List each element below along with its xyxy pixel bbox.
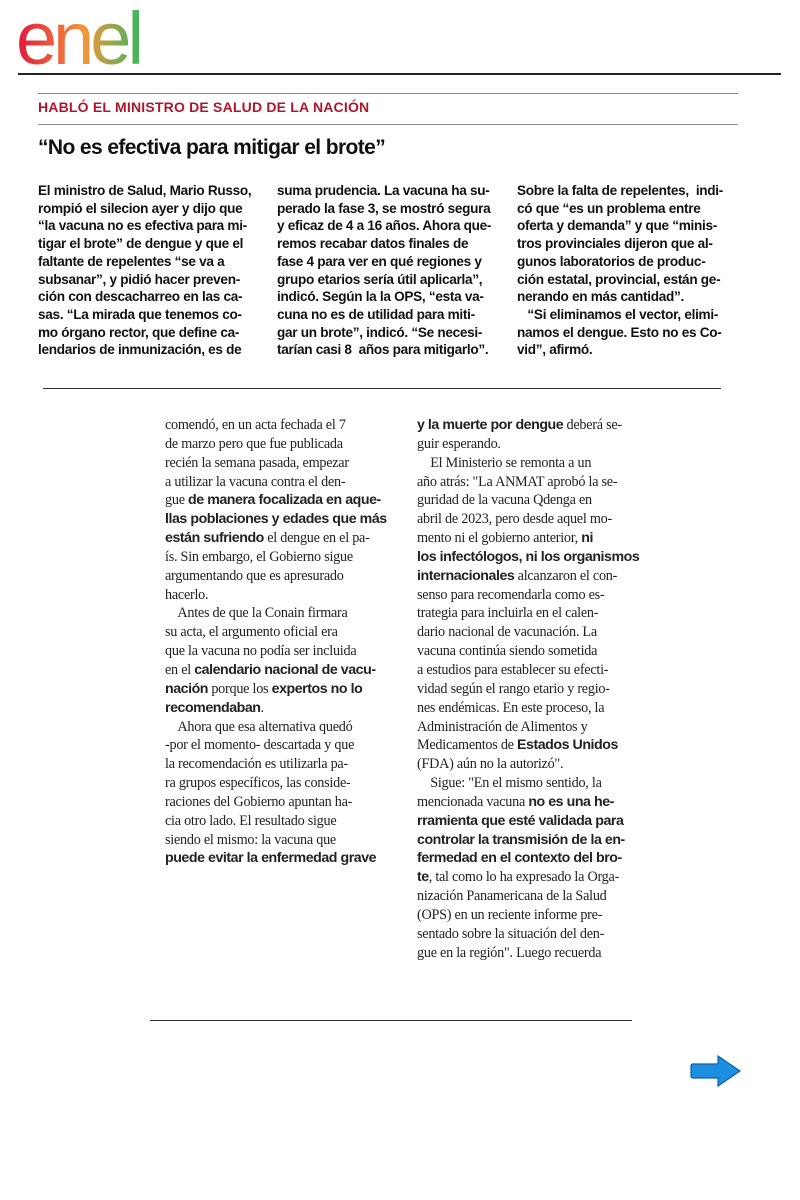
article-line xyxy=(417,416,639,435)
emphasis-text: rramienta que esté validada para xyxy=(417,812,624,829)
article-line xyxy=(165,774,387,793)
article-line xyxy=(417,699,639,718)
emphasis-text: calendario nacional de vacu- xyxy=(194,661,376,678)
article-line xyxy=(417,868,639,887)
body-text: porque los xyxy=(208,680,272,697)
article-line xyxy=(165,435,387,454)
article-line xyxy=(165,473,387,492)
body-text: gue xyxy=(165,492,189,509)
body-text: guridad de la vacuna Qdenga en xyxy=(417,492,592,509)
article-end-divider xyxy=(150,1020,632,1021)
body-text: -por el momento- descartada y que xyxy=(165,737,355,754)
summary-column-3 xyxy=(517,182,723,359)
article-line xyxy=(165,699,387,718)
article-line xyxy=(165,604,387,623)
article-line xyxy=(417,548,639,567)
article-line xyxy=(165,661,387,680)
article-line xyxy=(165,793,387,812)
emphasis-text: llas poblaciones y edades que más xyxy=(165,511,387,528)
article-line xyxy=(417,736,639,755)
body-text: El Ministerio se remonta a un xyxy=(417,454,592,471)
body-text: . xyxy=(260,699,264,716)
article-line xyxy=(165,849,387,868)
emphasis-text: te xyxy=(417,869,429,886)
summary-line: sas. “La mirada que tenemos co- xyxy=(38,306,242,322)
body-text: alcanzaron el con- xyxy=(514,567,618,584)
article-line xyxy=(417,812,639,831)
article-line xyxy=(165,642,387,661)
article-line xyxy=(417,529,639,548)
article-line xyxy=(417,680,639,699)
summary-line: vid”, afirmó. xyxy=(517,342,593,358)
body-text: Sigue: "En el mismo sentido, la xyxy=(417,775,602,792)
summary-line: indicó. Según la la OPS, “esta va- xyxy=(277,289,484,305)
summary-line: El ministro de Salud, Mario Russo, xyxy=(38,183,252,198)
emphasis-text: internacionales xyxy=(417,567,515,584)
article-line xyxy=(165,529,387,548)
emphasis-text: puede evitar la enfermedad grave xyxy=(165,850,377,867)
article-line xyxy=(417,567,639,586)
article-line xyxy=(417,906,639,925)
summary-line: cuna no es de utilidad para miti- xyxy=(277,306,475,322)
article-line xyxy=(417,718,639,737)
body-text: el dengue en el pa- xyxy=(263,530,370,547)
article-column-left xyxy=(165,416,387,868)
article-line xyxy=(165,718,387,737)
article-line xyxy=(165,736,387,755)
kicker-rule-top xyxy=(38,93,738,94)
body-text: deberá se- xyxy=(563,417,622,433)
body-text: la recomendación es utilizarla pa- xyxy=(165,756,348,773)
summary-column-1 xyxy=(38,182,251,359)
article-line xyxy=(165,510,387,529)
article-line xyxy=(417,510,639,529)
article-line xyxy=(417,642,639,661)
body-text: gue en la región". Luego recuerda xyxy=(417,944,602,961)
body-text: (FDA) aún no la autorizó". xyxy=(417,756,564,773)
body-text: abril de 2023, pero desde aquel mo- xyxy=(417,511,612,528)
emphasis-text: y la muerte por dengue xyxy=(417,417,564,433)
body-text: , tal como lo ha expresado la Orga- xyxy=(428,869,620,886)
summary-line: ción con descacharreo en las ca- xyxy=(38,289,243,305)
body-text: guir esperando. xyxy=(417,435,501,452)
summary-line: faltante de repelentes “se va a xyxy=(38,253,225,269)
article-line xyxy=(417,849,639,868)
enel-logo xyxy=(14,6,184,72)
article-line xyxy=(417,473,639,492)
article-line xyxy=(165,831,387,850)
body-text: vidad según el rango etario y regio- xyxy=(417,680,610,697)
body-text: ís. Sin embargo, el Gobierno sigue xyxy=(165,548,353,565)
summary-line: tros provinciales dijeron que al- xyxy=(517,236,713,252)
article-line xyxy=(165,623,387,642)
article-line xyxy=(417,755,639,774)
article-headline: “No es efectiva para mitigar el brote” xyxy=(38,136,386,159)
summary-line: oferta y demanda” y que “minis- xyxy=(517,218,717,234)
emphasis-text: están sufriendo xyxy=(165,530,264,547)
summary-line: mo órgano rector, que define ca- xyxy=(38,324,240,340)
article-line xyxy=(165,586,387,605)
summary-line: có que “es un problema entre xyxy=(517,200,701,216)
emphasis-text: fermedad en el contexto del bro- xyxy=(417,850,622,867)
article-line xyxy=(417,793,639,812)
summary-line: namos el dengue. Esto no es Co- xyxy=(517,324,722,340)
body-text: que la vacuna no podía ser incluida xyxy=(165,643,357,660)
body-text: sentado sobre la situación del den- xyxy=(417,925,605,942)
emphasis-text: nación xyxy=(165,680,209,697)
summary-line: subsanar”, y pidió hacer preven- xyxy=(38,271,240,287)
summary-line: suma prudencia. La vacuna ha su- xyxy=(277,183,490,198)
summary-line: rompió el silecion ayer y dijo que xyxy=(38,200,243,216)
emphasis-text: no es una he- xyxy=(528,793,614,810)
summary-line: grupo etarios sería útil aplicarla”, xyxy=(277,271,483,287)
body-text: ra grupos específicos, las conside- xyxy=(165,775,351,792)
body-text: mento ni el gobierno anterior, xyxy=(417,530,582,547)
body-text: su acta, el argumento oficial era xyxy=(165,624,338,641)
body-text: senso para recomendarla como es- xyxy=(417,586,605,603)
body-text: Ahora que esa alternativa quedó xyxy=(165,718,353,735)
article-line xyxy=(165,454,387,473)
emphasis-text: los infectólogos, ni los organismos xyxy=(417,548,640,565)
article-line xyxy=(165,548,387,567)
summary-divider xyxy=(43,388,721,389)
article-line xyxy=(417,435,639,454)
article-line xyxy=(417,454,639,473)
body-text: Antes de que la Conain firmara xyxy=(165,605,348,622)
emphasis-text: Estados Unidos xyxy=(517,737,618,754)
body-text: Medicamentos de xyxy=(417,737,518,754)
body-text: año atrás: "La ANMAT aprobó la se- xyxy=(417,473,618,490)
emphasis-text: ni xyxy=(581,530,593,547)
body-text: (OPS) en un reciente informe pre- xyxy=(417,906,603,923)
summary-line: gunos laboratorios de produc- xyxy=(517,253,706,269)
article-line xyxy=(417,944,639,963)
summary-line: nerando en más cantidad”. xyxy=(517,289,684,305)
emphasis-text: recomendaban xyxy=(165,699,261,716)
article-line xyxy=(417,661,639,680)
logo-wordmark: enel xyxy=(16,6,140,72)
body-text: nización Panamericana de la Salud xyxy=(417,888,607,905)
body-text: siendo el mismo: la vacuna que xyxy=(165,831,336,848)
kicker-rule-bottom xyxy=(38,124,738,125)
article-line xyxy=(417,925,639,944)
article-line xyxy=(417,774,639,793)
body-text: a utilizar la vacuna contra el den- xyxy=(165,473,346,490)
body-text: mencionada vacuna xyxy=(417,793,529,810)
emphasis-text: expertos no lo xyxy=(271,680,363,697)
body-text: recién la semana pasada, empezar xyxy=(165,454,349,471)
article-line xyxy=(417,586,639,605)
body-text: raciones del Gobierno apuntan ha- xyxy=(165,793,353,810)
article-line xyxy=(417,887,639,906)
summary-line: “Si eliminamos el vector, elimi- xyxy=(517,306,719,322)
body-text: en el xyxy=(165,661,195,678)
section-kicker: HABLÓ EL MINISTRO DE SALUD DE LA NACIÓN xyxy=(38,99,370,115)
summary-line: ción estatal, provincial, están ge- xyxy=(517,271,721,287)
summary-column-2 xyxy=(277,182,491,359)
body-text: de marzo pero que fue publicada xyxy=(165,435,343,452)
article-line xyxy=(165,812,387,831)
article-line xyxy=(165,680,387,699)
summary-line: remos recabar datos finales de xyxy=(277,236,469,252)
summary-line: lendarios de inmunización, es de xyxy=(38,342,242,358)
article-line xyxy=(417,491,639,510)
next-page-button[interactable] xyxy=(690,1053,742,1089)
article-column-right xyxy=(417,416,639,962)
article-line xyxy=(165,416,387,435)
summary-line: perado la fase 3, se mostró segura xyxy=(277,200,491,216)
article-line xyxy=(165,567,387,586)
article-line xyxy=(165,755,387,774)
summary-line: y eficaz de 4 a 16 años. Ahora que- xyxy=(277,218,492,234)
arrow-right-icon xyxy=(691,1056,740,1086)
body-text: a estudios para establecer su efecti- xyxy=(417,661,609,678)
body-text: nes endémicas. En este proceso, la xyxy=(417,699,605,716)
summary-line: fase 4 para ver en qué regiones y xyxy=(277,253,482,269)
body-text: Administración de Alimentos y xyxy=(417,718,588,735)
emphasis-text: de manera focalizada en aque- xyxy=(188,492,381,509)
summary-line: tigar el brote” de dengue y que el xyxy=(38,236,244,252)
summary-line: gar un brote”, indicó. “Se necesi- xyxy=(277,324,483,340)
article-line xyxy=(165,491,387,510)
article-line xyxy=(417,831,639,850)
body-text: trategia para incluirla en el calen- xyxy=(417,605,599,622)
summary-line: tarían casi 8 años para mitigarlo”. xyxy=(277,342,489,358)
header-divider xyxy=(18,73,781,75)
summary-line: “la vacuna no es efectiva para mi- xyxy=(38,218,247,234)
body-text: dario nacional de vacunación. La xyxy=(417,624,597,641)
body-text: argumentando que es apresurado xyxy=(165,567,344,584)
body-text: cia otro lado. El resultado sigue xyxy=(165,812,337,829)
body-text: vacuna continúa siendo sometida xyxy=(417,643,598,660)
article-line xyxy=(417,623,639,642)
body-text: hacerlo. xyxy=(165,586,209,603)
article-line xyxy=(417,604,639,623)
emphasis-text: controlar la transmisión de la en- xyxy=(417,831,625,848)
body-text: comendó, en un acta fechada el 7 xyxy=(165,417,346,433)
summary-line: Sobre la falta de repelentes, indi- xyxy=(517,183,724,198)
